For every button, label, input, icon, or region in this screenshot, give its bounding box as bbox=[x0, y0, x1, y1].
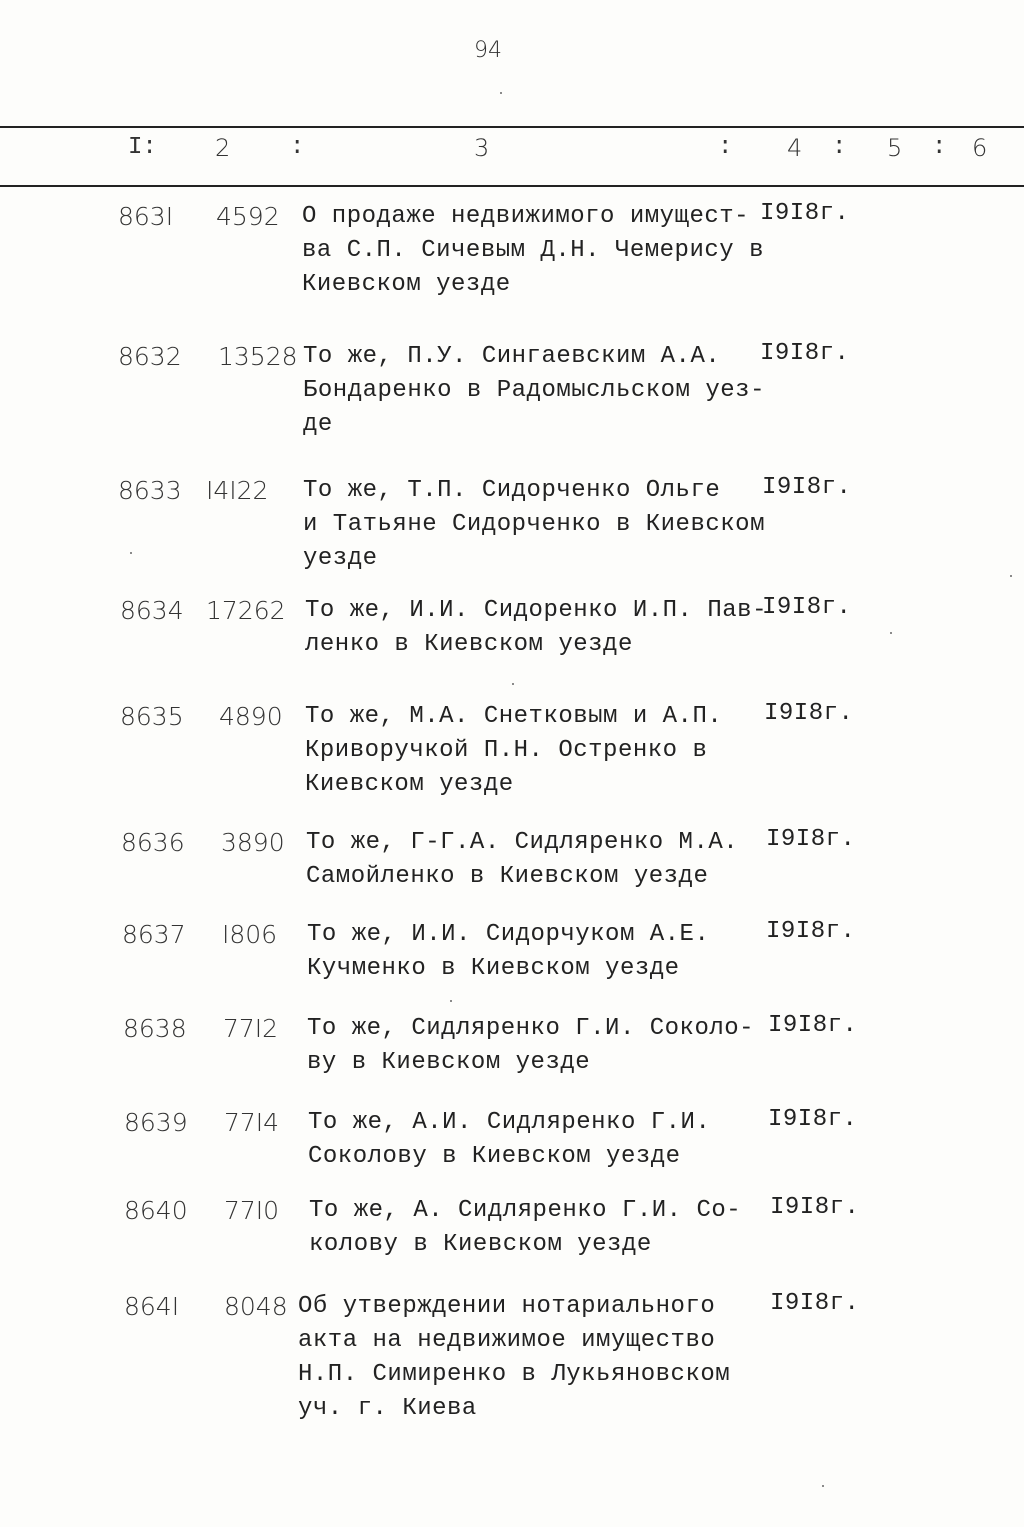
column-header bbox=[0, 134, 1024, 174]
description-line: ва С.П. Сичевым Д.Н. Чемерису в bbox=[302, 237, 764, 264]
column-separator: : bbox=[932, 134, 947, 161]
description-line: О продаже недвижимого имущест- bbox=[302, 203, 750, 230]
scan-speck bbox=[130, 552, 132, 554]
description-line: То же, А.И. Сидляренко Г.И. bbox=[308, 1109, 711, 1136]
item-year: I9I8г. bbox=[762, 474, 852, 501]
item-description bbox=[306, 826, 738, 894]
description-line: Кучменко в Киевском уезде bbox=[307, 955, 680, 982]
item-year: I9I8г. bbox=[766, 826, 856, 853]
item-description bbox=[298, 1290, 730, 1426]
item-description bbox=[305, 700, 722, 802]
description-line: де bbox=[303, 411, 333, 438]
scan-speck bbox=[822, 1485, 824, 1487]
page-number: 94 bbox=[474, 38, 502, 63]
description-line: То же, М.А. Снетковым и А.П. bbox=[305, 703, 723, 730]
column-separator: : bbox=[718, 134, 733, 161]
description-line: Киевском уезде bbox=[302, 271, 511, 298]
item-number: 8638 bbox=[123, 1014, 187, 1043]
column-header-6: 6 bbox=[972, 134, 988, 162]
description-line: ву в Киевском уезде bbox=[307, 1049, 591, 1076]
item-year: I9I8г. bbox=[770, 1290, 860, 1317]
item-number: 8637 bbox=[122, 920, 186, 949]
file-number: 13528 bbox=[218, 342, 298, 371]
item-description bbox=[309, 1194, 741, 1262]
column-header-1: I: bbox=[128, 134, 157, 161]
item-description bbox=[303, 474, 765, 576]
column-separator: : bbox=[832, 134, 847, 161]
description-line: Об утверждении нотариального bbox=[298, 1293, 716, 1320]
column-header-5: 5 bbox=[887, 134, 903, 162]
header-bottom-rule bbox=[0, 185, 1024, 187]
description-line: колову в Киевском уезде bbox=[309, 1231, 652, 1258]
scan-speck bbox=[1010, 575, 1012, 577]
item-description bbox=[302, 200, 764, 302]
file-number: 17262 bbox=[206, 596, 286, 625]
item-number: 8640 bbox=[124, 1196, 188, 1225]
description-line: уезде bbox=[303, 545, 378, 572]
scan-speck bbox=[450, 1000, 452, 1002]
file-number: I806 bbox=[222, 920, 278, 949]
description-line: То же, И.И. Сидоренко И.П. Пав- bbox=[305, 597, 767, 624]
column-separator: : bbox=[290, 134, 305, 161]
item-year: I9I8г. bbox=[764, 700, 854, 727]
description-line: уч. г. Киева bbox=[298, 1395, 477, 1422]
description-line: акта на недвижимое имущество bbox=[298, 1327, 716, 1354]
description-line: То же, Сидляренко Г.И. Соколо- bbox=[307, 1015, 755, 1042]
item-year: I9I8г. bbox=[770, 1194, 860, 1221]
description-line: Соколову в Киевском уезде bbox=[308, 1143, 681, 1170]
description-line: То же, И.И. Сидорчуком А.Е. bbox=[307, 921, 710, 948]
item-number: 8632 bbox=[118, 342, 182, 371]
item-number: 8634 bbox=[120, 596, 184, 625]
item-number: 8636 bbox=[121, 828, 185, 857]
column-header-2: 2 bbox=[215, 134, 231, 162]
file-number: 3890 bbox=[221, 828, 285, 857]
column-header-4: 4 bbox=[787, 134, 803, 162]
header-top-rule bbox=[0, 126, 1024, 128]
description-line: ленко в Киевском уезде bbox=[305, 631, 633, 658]
scan-speck bbox=[500, 92, 502, 94]
description-line: Н.П. Симиренко в Лукьяновском bbox=[298, 1361, 731, 1388]
item-description bbox=[307, 918, 709, 986]
description-line: Самойленко в Киевском уезде bbox=[306, 863, 709, 890]
item-year: I9I8г. bbox=[760, 340, 850, 367]
item-description bbox=[308, 1106, 710, 1174]
item-number: 863I bbox=[118, 202, 174, 231]
description-line: Киевском уезде bbox=[305, 771, 514, 798]
description-line: То же, Г-Г.А. Сидляренко М.А. bbox=[306, 829, 739, 856]
item-year: I9I8г. bbox=[766, 918, 856, 945]
item-year: I9I8г. bbox=[768, 1106, 858, 1133]
description-line: То же, П.У. Сингаевским А.А. bbox=[303, 343, 721, 370]
scan-speck bbox=[890, 632, 892, 634]
file-number: 4592 bbox=[216, 202, 280, 231]
item-number: 864I bbox=[124, 1292, 180, 1321]
description-line: То же, Т.П. Сидорченко Ольге bbox=[303, 477, 721, 504]
file-number: 77I4 bbox=[224, 1108, 280, 1137]
file-number: 77I0 bbox=[224, 1196, 280, 1225]
file-number: 77I2 bbox=[223, 1014, 279, 1043]
scan-speck bbox=[512, 683, 514, 685]
item-number: 8635 bbox=[120, 702, 184, 731]
item-number: 8633 bbox=[118, 476, 182, 505]
description-line: и Татьяне Сидорченко в Киевском bbox=[303, 511, 765, 538]
item-year: I9I8г. bbox=[760, 200, 850, 227]
item-year: I9I8г. bbox=[762, 594, 852, 621]
item-number: 8639 bbox=[124, 1108, 188, 1137]
description-line: Бондаренко в Радомысльском уез- bbox=[303, 377, 765, 404]
file-number: 4890 bbox=[219, 702, 283, 731]
item-year: I9I8г. bbox=[768, 1012, 858, 1039]
description-line: Криворучкой П.Н. Остренко в bbox=[305, 737, 708, 764]
item-description bbox=[307, 1012, 754, 1080]
file-number: 8048 bbox=[224, 1292, 288, 1321]
item-description bbox=[303, 340, 765, 442]
item-description bbox=[305, 594, 767, 662]
column-header-3: 3 bbox=[474, 134, 490, 162]
file-number: I4I22 bbox=[206, 476, 269, 505]
description-line: То же, А. Сидляренко Г.И. Со- bbox=[309, 1197, 742, 1224]
